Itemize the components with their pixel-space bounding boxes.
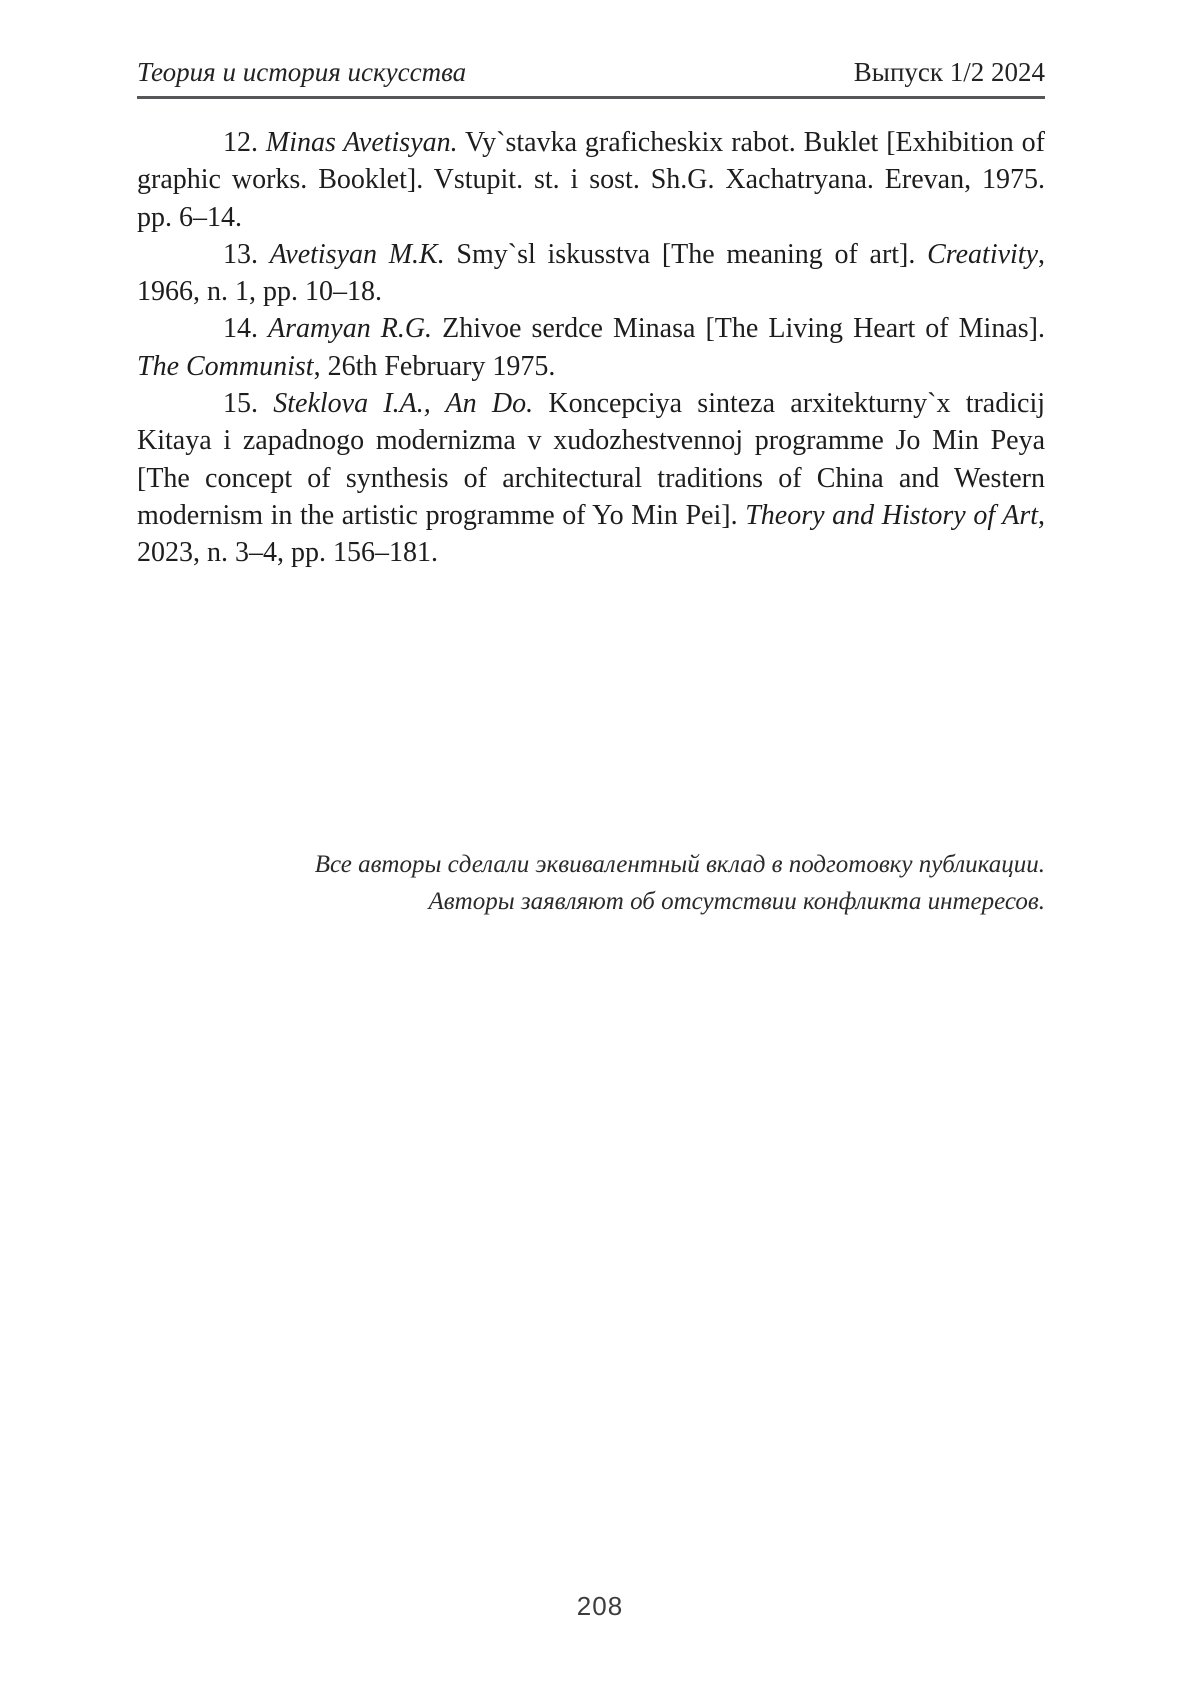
reference-list	[137, 124, 1045, 572]
reference-segment-italic: Minas Avetisyan.	[265, 127, 458, 158]
reference-item	[137, 385, 1045, 571]
reference-segment-italic: Steklova I.A., An Do.	[273, 388, 534, 420]
reference-segment-italic: Avetisyan M.K.	[269, 238, 445, 270]
reference-segment: 14.	[223, 313, 269, 345]
reference-item	[137, 310, 1045, 385]
reference-segment-italic: The Communist	[137, 350, 314, 382]
reference-segment: , 1966, n. 1, pp. 10–18.	[137, 238, 1046, 308]
reference-segment-italic: Aramyan R.G.	[268, 313, 433, 345]
page-header	[137, 57, 1045, 99]
running-title: Теория и история искусства	[137, 57, 467, 87]
reference-item	[137, 236, 1045, 311]
reference-segment-italic: Theory and History of Art	[745, 499, 1038, 531]
reference-segment: , 2023, n. 3–4, pp. 156–181.	[137, 499, 1045, 569]
reference-segment: 15.	[223, 388, 274, 420]
reference-segment-italic: Creativity	[927, 238, 1039, 270]
author-credits	[137, 846, 1045, 920]
reference-segment: Zhivoe serdce Minasa [The Living Heart of Minas].	[432, 313, 1045, 345]
reference-segment: Koncepciya sinteza arxitekturny`x tradicij Kitaya i zapadnogo modernizma v xudozhestvennoj programme Jo Min Peya [The concept of synthesis of architectural traditions of China and Western modernism in the artistic programme of Yo Min Pei].	[137, 388, 1045, 531]
reference-segment: Smy`sl iskusstva [The meaning of art].	[444, 238, 928, 270]
page-number: 208	[576, 1591, 624, 1621]
credit-line-1: Все авторы сделали эквивалентный вклад в подготовку публикации.	[314, 851, 1045, 878]
reference-item	[137, 124, 1045, 236]
reference-segment: 12.	[223, 127, 266, 158]
credit-line-2: Авторы заявляют об отсутствии конфликта интересов.	[428, 888, 1045, 915]
issue-label: Выпуск 1/2 2024	[853, 57, 1045, 87]
reference-segment: Vy`stavka graficheskix rabot. Buklet [Exhibition of graphic works. Booklet]. Vstupit. st. i sost. Sh.G. Xachatryana. Erevan, 1975. pp. 6–14.	[137, 127, 1046, 233]
reference-segment: , 26th February 1975.	[313, 350, 556, 382]
reference-segment: 13.	[223, 238, 270, 270]
